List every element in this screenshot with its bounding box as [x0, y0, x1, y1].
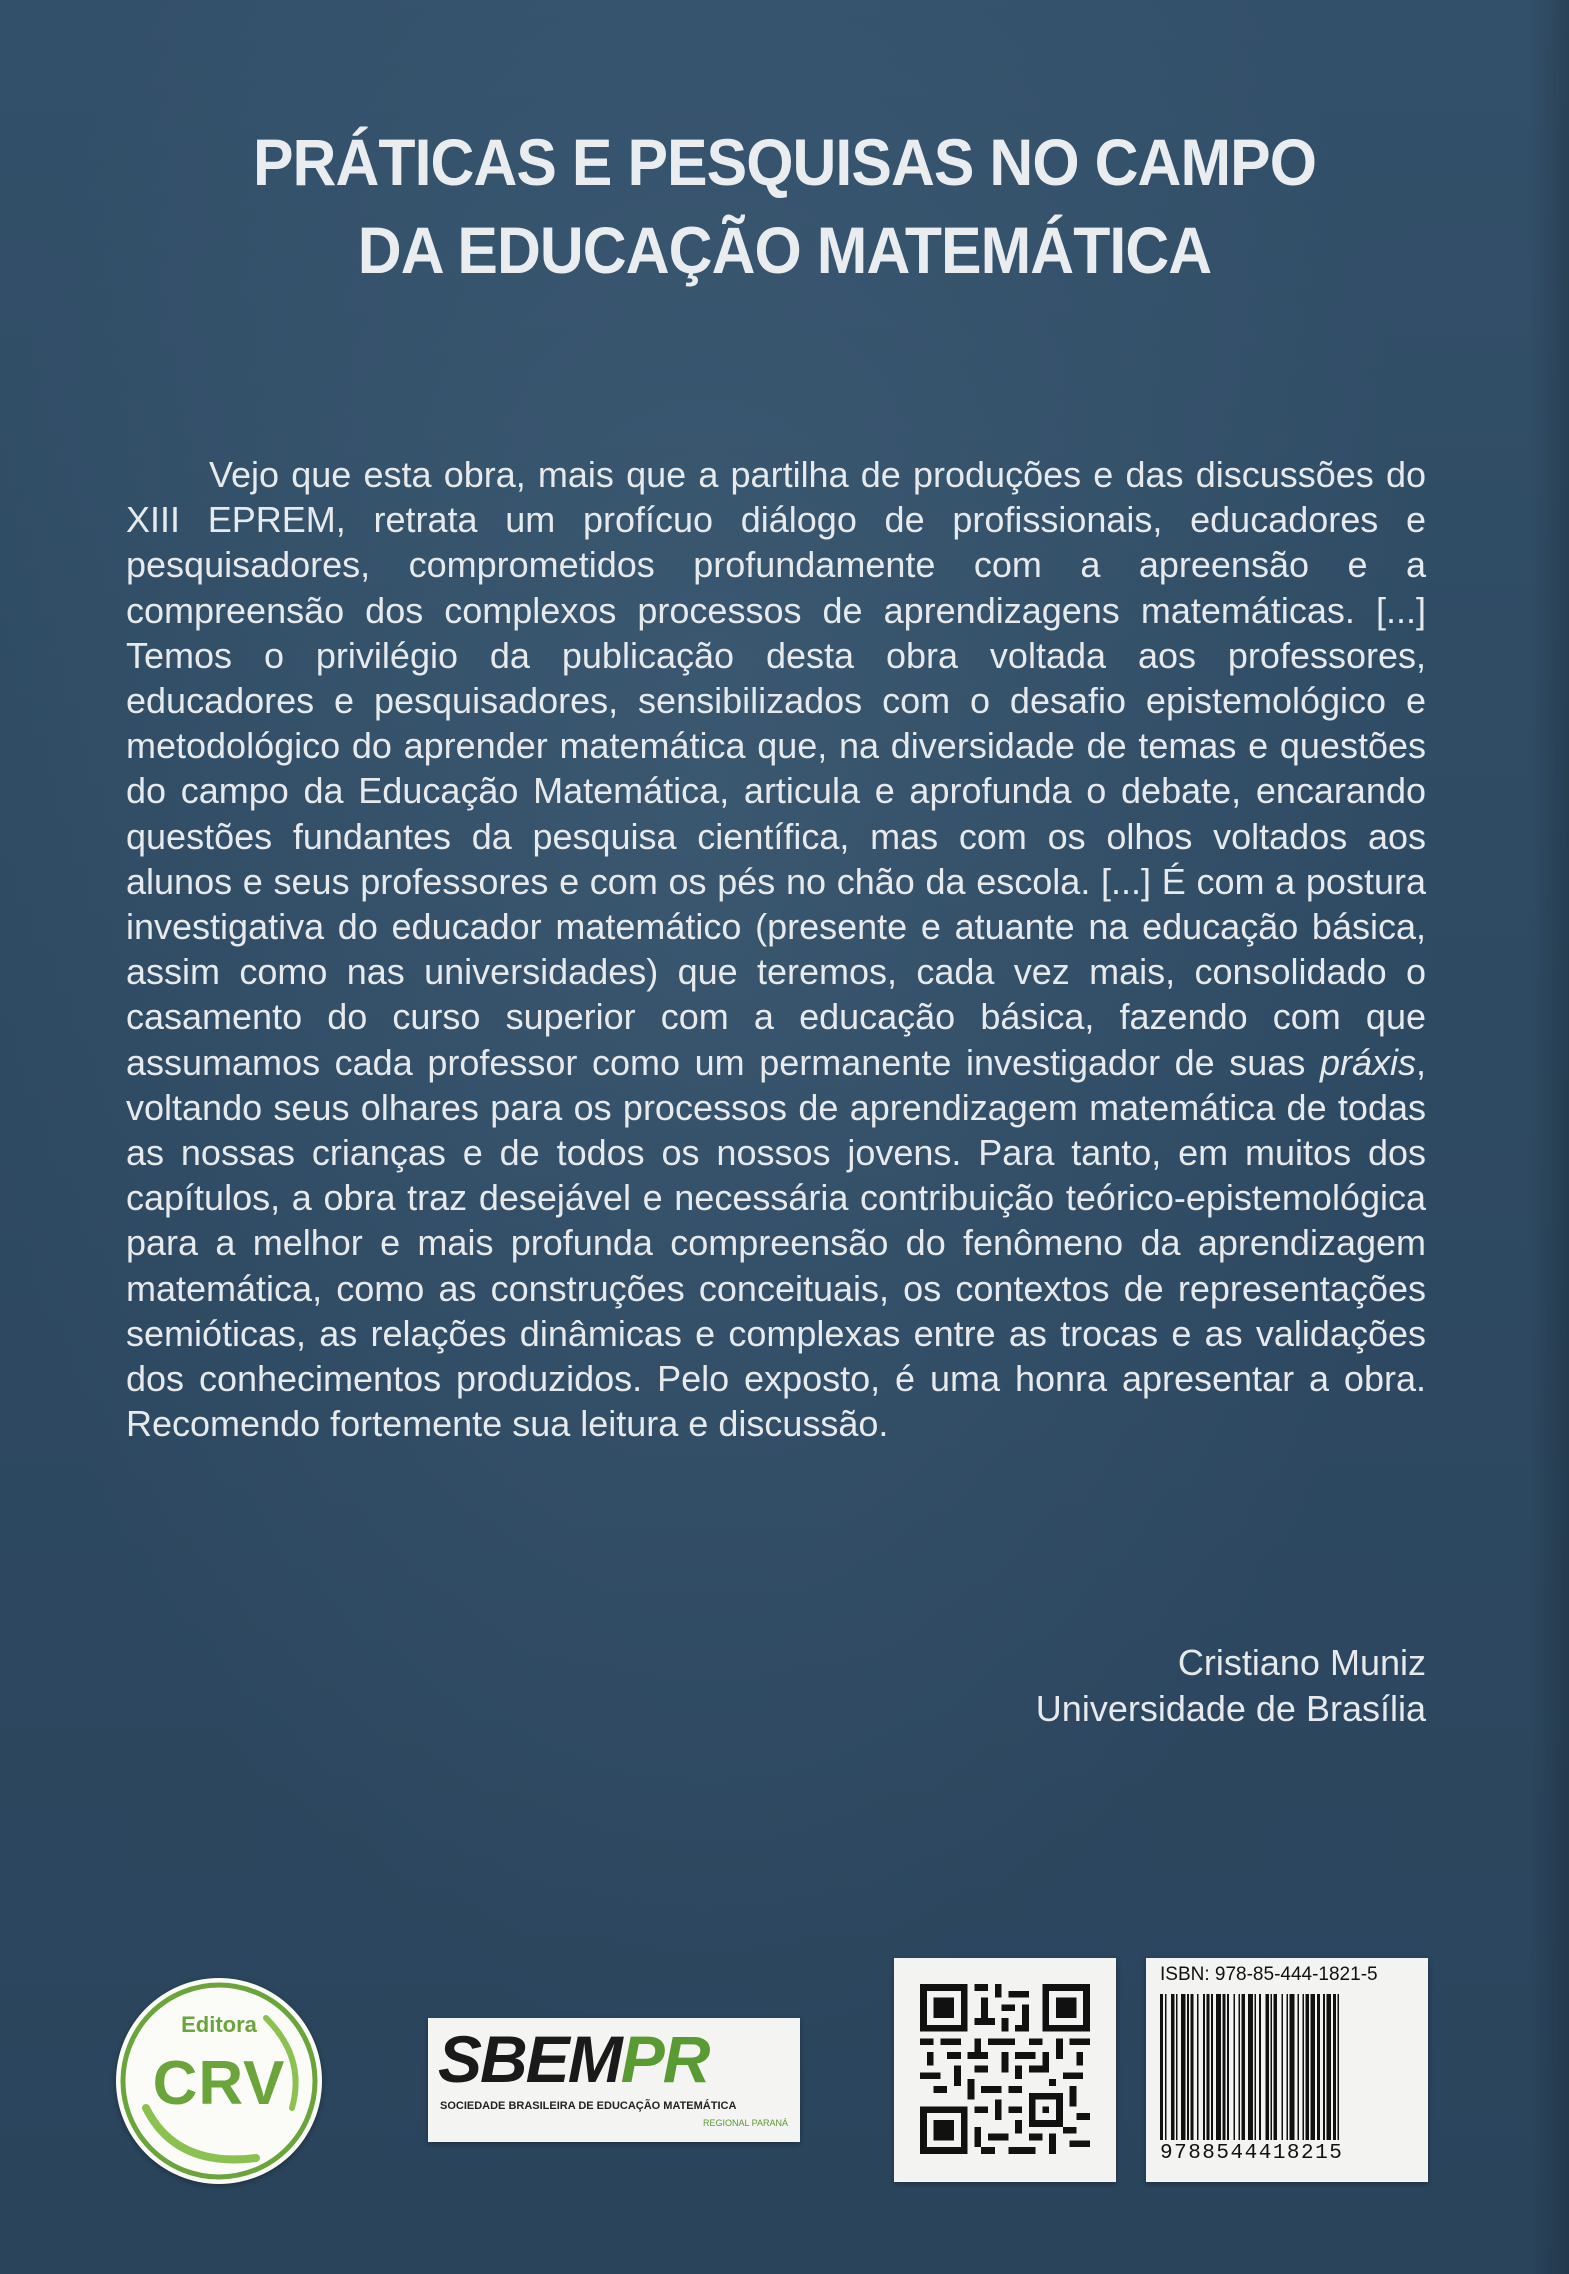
sbem-regional: REGIONAL PARANÁ — [702, 2118, 788, 2128]
title-line-2: DA EDUCAÇÃO MATEMÁTICA — [357, 213, 1212, 287]
blurb-italic-word: práxis — [1319, 1041, 1416, 1083]
back-cover-blurb — [126, 452, 1426, 1446]
sbem-wordmark-part-2: PR — [620, 2022, 709, 2096]
signature-name: Cristiano Muniz — [1177, 1642, 1426, 1683]
sbem-pr-wordmark — [438, 2024, 708, 2094]
spine-shadow — [1529, 0, 1569, 2274]
barcode-bars-icon — [1160, 1994, 1416, 2140]
blurb-text-part-1: Vejo que esta obra, mais que a partilha de produções e das discussões do XIII EPREM, retrata um profícuo diálogo de profissionais, educadores e pesquisadores, comprometidos profundamente com a apreensão e a compreensão dos complexos processos de aprendizagens matemáticas. [...] Temos o privilégio da publicação desta obra voltada aos professores, educadores e pesquisadores, sensibilizados com o desafio epistemológico e metodológico do aprender matemática que, na diversidade de temas e questões do campo da Educação Matemática, articula e aprofunda o debate, encarando questões fundantes da pesquisa científica, mas com os olhos voltados aos alunos e seus professores e com os pés no chão da escola. [...] É com a postura investigativa do educador matemático (presente e atuante na educação básica, assim como nas universidades) que teremos, cada vez mais, consolidado o casamento do curso superior com a educação básica, fazendo com que assumamos cada professor como um permanente investigador de suas — [126, 454, 1426, 1083]
isbn-label: ISBN: 978-85-444-1821-5 — [1160, 1964, 1378, 1985]
signature — [726, 1640, 1426, 1732]
barcode-digits: 9788544418215 — [1160, 2142, 1344, 2165]
book-title — [63, 118, 1506, 294]
qr-code-icon — [920, 1984, 1090, 2154]
crv-logo-small-text: Editora — [181, 2012, 257, 2037]
qr-code — [894, 1958, 1116, 2182]
isbn-barcode — [1146, 1958, 1428, 2182]
sbem-pr-logo — [428, 2018, 800, 2142]
sbem-wordmark-part-1: SBEM — [438, 2022, 621, 2096]
editora-crv-logo — [116, 1978, 322, 2184]
title-line-1: PRÁTICAS E PESQUISAS NO CAMPO — [252, 125, 1317, 199]
crv-logo-big-text: CRV — [152, 2049, 286, 2118]
sbem-subtitle: SOCIEDADE BRASILEIRA DE EDUCAÇÃO MATEMÁTICA — [440, 2100, 737, 2112]
blurb-text-part-2: , voltando seus olhares para os processos de aprendizagem matemática de todas as nossas crianças e de todos os nossos jovens. Para tanto, em muitos dos capítulos, a obra traz desejável e necessária contribuição teórico-epistemológica para a melhor e mais profunda compreensão do fenômeno da aprendizagem matemática, como as construções conceituais, os contextos de representações semióticas, as relações dinâmicas e complexas entre as trocas e as validações dos conhecimentos produzidos. Pelo exposto, é uma honra apresentar a obra. Recomendo fortemente sua leitura e discussão. — [126, 1041, 1426, 1445]
signature-affiliation: Universidade de Brasília — [1035, 1688, 1426, 1729]
